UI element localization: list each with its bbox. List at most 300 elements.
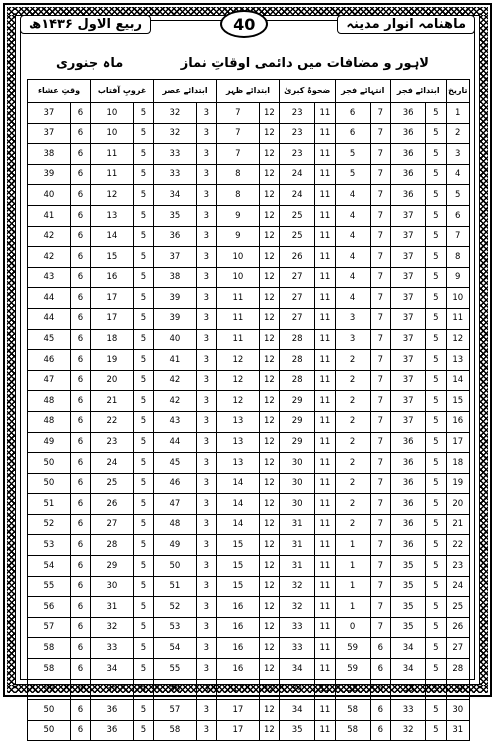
time-cell: 6 [70,123,90,144]
table-row [28,473,470,494]
time-cell: 52 [28,514,71,535]
time-cell: 12 [259,535,279,556]
time-cell: 12 [259,123,279,144]
date-cell: 8 [446,247,469,268]
time-cell: 33 [91,638,134,659]
time-cell: 37 [391,370,426,391]
time-cell: 6 [335,123,370,144]
time-cell: 11 [315,411,335,432]
table-row [28,556,470,577]
time-cell: 12 [259,144,279,165]
time-cell: 12 [91,185,134,206]
time-cell: 4 [335,288,370,309]
time-cell: 11 [315,226,335,247]
date-cell: 20 [446,494,469,515]
time-cell: 43 [28,267,71,288]
time-cell: 11 [315,576,335,597]
time-cell: 3 [196,473,216,494]
time-cell: 33 [280,617,315,638]
table-row [28,267,470,288]
time-cell: 5 [335,164,370,185]
time-cell: 11 [315,350,335,371]
date-cell: 31 [446,720,469,741]
time-cell: 5 [133,556,153,577]
time-cell: 5 [133,370,153,391]
time-cell: 17 [217,720,260,741]
time-cell: 15 [91,247,134,268]
date-cell: 21 [446,514,469,535]
time-cell: 5 [426,597,446,618]
time-cell: 18 [91,329,134,350]
table-row [28,411,470,432]
time-cell: 6 [70,638,90,659]
time-cell: 34 [280,659,315,680]
time-cell: 45 [28,329,71,350]
time-cell: 5 [133,597,153,618]
time-cell: 55 [154,659,197,680]
date-cell: 10 [446,288,469,309]
time-cell: 7 [370,391,390,412]
time-cell: 3 [196,679,216,700]
time-cell: 6 [70,617,90,638]
time-cell: 59 [335,659,370,680]
table-row [28,226,470,247]
time-cell: 35 [391,576,426,597]
time-cell: 11 [91,164,134,185]
time-cell: 7 [370,144,390,165]
time-cell: 6 [370,700,390,721]
time-cell: 46 [154,473,197,494]
time-cell: 5 [426,514,446,535]
time-cell: 42 [154,391,197,412]
time-cell: 5 [133,720,153,741]
time-cell: 13 [217,453,260,474]
time-cell: 3 [196,123,216,144]
date-cell: 14 [446,370,469,391]
date-cell: 12 [446,329,469,350]
time-cell: 11 [315,267,335,288]
date-cell: 2 [446,123,469,144]
time-cell: 6 [70,597,90,618]
time-cell: 5 [426,720,446,741]
table-row [28,700,470,721]
time-cell: 39 [28,164,71,185]
time-cell: 3 [335,329,370,350]
time-cell: 3 [196,370,216,391]
time-cell: 3 [196,411,216,432]
time-cell: 23 [280,144,315,165]
time-cell: 5 [133,494,153,515]
time-cell: 5 [133,164,153,185]
time-cell: 11 [315,329,335,350]
date-cell: 15 [446,391,469,412]
time-cell: 35 [91,679,134,700]
time-cell: 7 [370,267,390,288]
time-cell: 58 [28,638,71,659]
table-row [28,370,470,391]
time-cell: 3 [196,494,216,515]
time-cell: 30 [280,494,315,515]
time-cell: 35 [391,556,426,577]
time-cell: 10 [91,123,134,144]
time-cell: 7 [370,411,390,432]
time-cell: 9 [217,205,260,226]
time-cell: 12 [259,411,279,432]
time-cell: 1 [335,576,370,597]
time-cell: 5 [426,123,446,144]
time-cell: 50 [28,700,71,721]
time-cell: 5 [426,617,446,638]
time-cell: 12 [259,679,279,700]
time-cell: 2 [335,494,370,515]
time-cell: 5 [133,226,153,247]
time-cell: 3 [196,103,216,124]
time-cell: 26 [280,247,315,268]
time-cell: 23 [91,432,134,453]
time-cell: 12 [259,576,279,597]
time-cell: 5 [426,247,446,268]
date-cell: 11 [446,308,469,329]
time-cell: 3 [196,535,216,556]
time-cell: 12 [259,391,279,412]
time-cell: 12 [259,432,279,453]
time-cell: 3 [196,391,216,412]
time-cell: 36 [391,144,426,165]
date-cell: 3 [446,144,469,165]
time-cell: 3 [196,700,216,721]
time-cell: 11 [315,185,335,206]
time-cell: 23 [280,103,315,124]
date-cell: 23 [446,556,469,577]
time-cell: 11 [315,453,335,474]
time-cell: 11 [315,308,335,329]
table-row [28,205,470,226]
time-cell: 11 [315,514,335,535]
col-header-fajr-start: ابتدائے فجر [391,80,447,103]
time-cell: 11 [315,123,335,144]
time-cell: 40 [154,329,197,350]
time-cell: 7 [370,350,390,371]
time-cell: 15 [217,535,260,556]
time-cell: 5 [133,679,153,700]
time-cell: 50 [154,556,197,577]
time-cell: 36 [391,535,426,556]
time-cell: 3 [196,597,216,618]
time-cell: 50 [28,453,71,474]
time-cell: 14 [217,494,260,515]
time-cell: 2 [335,350,370,371]
time-cell: 5 [426,288,446,309]
time-cell: 12 [259,164,279,185]
time-cell: 6 [70,144,90,165]
table-row [28,391,470,412]
time-cell: 47 [28,370,71,391]
time-cell: 15 [217,576,260,597]
time-cell: 44 [154,432,197,453]
time-cell: 6 [70,556,90,577]
time-cell: 53 [28,535,71,556]
time-cell: 12 [259,494,279,515]
time-cell: 11 [315,617,335,638]
time-cell: 11 [315,556,335,577]
time-cell: 5 [133,308,153,329]
time-cell: 58 [154,720,197,741]
page-header [20,8,475,40]
time-cell: 30 [280,453,315,474]
time-cell: 1 [335,535,370,556]
time-cell: 5 [426,164,446,185]
time-cell: 7 [370,514,390,535]
time-cell: 6 [70,494,90,515]
time-cell: 11 [315,473,335,494]
time-cell: 25 [280,226,315,247]
time-cell: 12 [259,597,279,618]
time-cell: 6 [70,350,90,371]
time-cell: 5 [133,535,153,556]
time-cell: 37 [391,391,426,412]
month-title: ماہ جنوری [56,55,124,71]
time-cell: 17 [91,308,134,329]
time-cell: 23 [280,123,315,144]
time-cell: 11 [315,597,335,618]
time-cell: 45 [154,453,197,474]
col-header-zahwa-kubra: ضحوۂ کبریٰ [280,80,336,103]
table-row [28,659,470,680]
time-cell: 7 [370,308,390,329]
time-cell: 32 [280,597,315,618]
time-cell: 12 [259,267,279,288]
time-cell: 49 [28,432,71,453]
time-cell: 2 [335,473,370,494]
time-cell: 3 [196,288,216,309]
time-cell: 5 [426,103,446,124]
time-cell: 22 [91,411,134,432]
time-cell: 7 [217,103,260,124]
time-cell: 37 [391,329,426,350]
time-cell: 28 [280,329,315,350]
time-cell: 3 [196,329,216,350]
time-cell: 6 [335,103,370,124]
time-cell: 57 [28,617,71,638]
time-cell: 3 [196,514,216,535]
time-cell: 12 [259,247,279,268]
time-cell: 3 [196,720,216,741]
time-cell: 7 [370,247,390,268]
time-cell: 11 [315,370,335,391]
time-cell: 11 [315,659,335,680]
time-cell: 6 [70,453,90,474]
time-cell: 25 [91,473,134,494]
date-cell: 6 [446,205,469,226]
time-cell: 3 [196,659,216,680]
time-cell: 6 [70,391,90,412]
time-cell: 13 [217,432,260,453]
date-cell: 5 [446,185,469,206]
time-cell: 24 [91,453,134,474]
time-cell: 7 [370,370,390,391]
time-cell: 36 [391,123,426,144]
time-cell: 5 [426,638,446,659]
time-cell: 6 [70,473,90,494]
time-cell: 5 [426,659,446,680]
time-cell: 39 [154,288,197,309]
time-cell: 35 [391,617,426,638]
time-cell: 11 [217,288,260,309]
time-cell: 12 [259,103,279,124]
time-cell: 12 [259,350,279,371]
time-cell: 48 [28,391,71,412]
table-row [28,453,470,474]
time-cell: 58 [28,659,71,680]
time-cell: 32 [91,617,134,638]
time-cell: 36 [154,226,197,247]
time-cell: 25 [280,205,315,226]
time-cell: 7 [370,494,390,515]
time-cell: 6 [70,432,90,453]
time-cell: 38 [154,267,197,288]
time-cell: 32 [391,720,426,741]
time-cell: 39 [154,308,197,329]
time-cell: 5 [133,411,153,432]
time-cell: 34 [280,700,315,721]
time-cell: 37 [28,123,71,144]
time-cell: 6 [70,329,90,350]
time-cell: 54 [154,638,197,659]
time-cell: 50 [28,720,71,741]
time-cell: 5 [133,391,153,412]
time-cell: 58 [335,720,370,741]
time-cell: 27 [91,514,134,535]
time-cell: 8 [217,185,260,206]
time-cell: 11 [217,329,260,350]
time-cell: 12 [259,556,279,577]
time-cell: 12 [259,288,279,309]
col-header-date: تاریخ [446,80,469,103]
table-row [28,144,470,165]
time-cell: 17 [91,288,134,309]
time-cell: 5 [133,185,153,206]
time-cell: 31 [91,597,134,618]
time-cell: 19 [91,350,134,371]
time-cell: 48 [28,411,71,432]
table-header-row [28,80,470,103]
time-cell: 49 [154,535,197,556]
time-cell: 38 [28,144,71,165]
time-cell: 2 [335,411,370,432]
time-cell: 11 [315,535,335,556]
time-cell: 46 [28,350,71,371]
time-cell: 5 [133,514,153,535]
time-cell: 29 [280,391,315,412]
time-cell: 33 [154,164,197,185]
time-cell: 31 [280,535,315,556]
time-cell: 41 [154,350,197,371]
time-cell: 5 [426,350,446,371]
time-cell: 4 [335,247,370,268]
table-row [28,103,470,124]
time-cell: 37 [391,226,426,247]
time-cell: 11 [315,103,335,124]
time-cell: 5 [133,123,153,144]
time-cell: 5 [426,700,446,721]
time-cell: 3 [196,267,216,288]
time-cell: 5 [133,205,153,226]
time-cell: 5 [426,185,446,206]
time-cell: 36 [391,164,426,185]
time-cell: 28 [280,370,315,391]
time-cell: 7 [217,123,260,144]
time-cell: 27 [280,267,315,288]
time-cell: 58 [335,700,370,721]
time-cell: 5 [133,700,153,721]
time-cell: 42 [28,247,71,268]
time-cell: 59 [335,638,370,659]
time-cell: 12 [217,350,260,371]
time-cell: 32 [154,103,197,124]
time-cell: 34 [391,659,426,680]
time-cell: 29 [280,411,315,432]
col-header-fajr-end: انتہائے فجر [335,80,391,103]
time-cell: 6 [70,514,90,535]
time-cell: 11 [315,247,335,268]
time-cell: 10 [91,103,134,124]
prayer-times-table [27,79,470,741]
time-cell: 13 [91,205,134,226]
time-cell: 32 [280,576,315,597]
time-cell: 14 [217,473,260,494]
time-cell: 6 [70,164,90,185]
time-cell: 37 [391,308,426,329]
date-cell: 4 [446,164,469,185]
time-cell: 42 [154,370,197,391]
time-cell: 11 [315,164,335,185]
time-cell: 14 [217,514,260,535]
time-cell: 12 [259,514,279,535]
time-cell: 6 [70,288,90,309]
time-cell: 13 [217,411,260,432]
time-cell: 4 [335,226,370,247]
title-row [26,50,469,76]
time-cell: 27 [280,308,315,329]
time-cell: 5 [426,370,446,391]
time-cell: 11 [315,679,335,700]
time-cell: 3 [196,350,216,371]
time-cell: 3 [196,185,216,206]
time-cell: 16 [91,267,134,288]
time-cell: 8 [217,164,260,185]
table-row [28,350,470,371]
time-cell: 6 [70,267,90,288]
time-cell: 12 [259,226,279,247]
time-cell: 5 [133,350,153,371]
time-cell: 52 [154,597,197,618]
table-row [28,432,470,453]
time-cell: 5 [426,432,446,453]
time-cell: 17 [217,679,260,700]
date-cell: 29 [446,679,469,700]
table-row [28,514,470,535]
date-cell: 26 [446,617,469,638]
time-cell: 11 [315,720,335,741]
time-cell: 1 [335,597,370,618]
time-cell: 12 [259,308,279,329]
issue-label: ربیع الاول ۱۴۳۶ھ [20,15,151,34]
time-cell: 4 [335,185,370,206]
date-cell: 7 [446,226,469,247]
time-cell: 4 [335,205,370,226]
time-cell: 34 [91,659,134,680]
time-cell: 5 [133,453,153,474]
